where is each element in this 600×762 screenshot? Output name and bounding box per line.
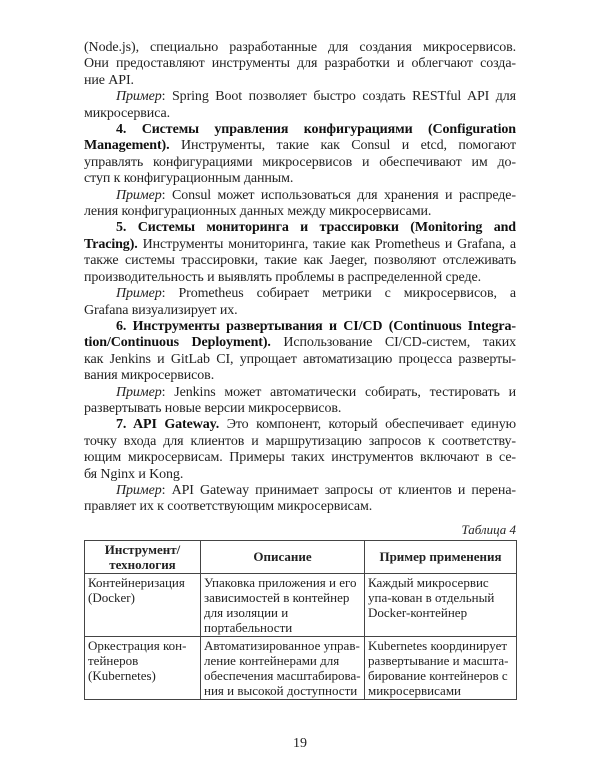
text-run: ступ к конфигурационным данным. <box>84 171 294 187</box>
text-line <box>84 450 516 466</box>
text-run: как Jenkins и GitLab CI, упрощает автоматизацию процесса разверты- <box>84 351 516 367</box>
cell-example: Каждый микросервис упа-кован в отдельный Docker-контейнер <box>365 573 517 636</box>
text-line <box>84 352 516 368</box>
text-run: : Prometheus собирает метрики с микросервисов, а <box>161 286 516 302</box>
text-line <box>84 220 516 236</box>
text-line <box>84 106 516 122</box>
text-run: развертывать новые версии микросервисов. <box>84 400 342 416</box>
italic-label: Пример <box>116 384 162 400</box>
text-run: ние API. <box>84 72 134 88</box>
italic-label: Пример <box>116 89 162 105</box>
text-run: : Spring Boot позволяет быстро создать RESTful API для <box>161 89 516 105</box>
bold-heading: 5. Системы мониторинга и трассировки (Monitoring and <box>116 220 516 236</box>
italic-label: Пример <box>116 286 162 302</box>
header-tool: Инструмент/ технология <box>85 540 201 573</box>
table-row <box>85 573 517 636</box>
text-line <box>84 155 516 171</box>
text-line <box>84 122 516 138</box>
page <box>84 0 516 762</box>
text-line <box>84 499 516 515</box>
text-line <box>84 171 516 187</box>
text-line <box>84 434 516 450</box>
text-run: управлять конфигурациями микросервисов и обеспечивают им до- <box>84 154 516 170</box>
text-line <box>84 319 516 335</box>
text-line <box>84 368 516 384</box>
text-line <box>84 138 516 154</box>
cell-description: Автоматизированное управ-ление контейнерами для обеспечения масштабирова-ния и высокой доступности <box>201 636 365 699</box>
cell-example: Kubernetes координирует развертывание и масшта-бирование контейнеров с микросервисами <box>365 636 517 699</box>
tools-table <box>84 540 517 700</box>
text-run: также системы трассировки, такие как Jaeger, позволяют отслеживать <box>84 253 516 269</box>
text-run: точку входа для клиентов и маршрутизацию запросов к соответству- <box>84 433 516 449</box>
text-run: : API Gateway принимает запросы от клиентов и перена- <box>161 482 516 498</box>
bold-heading: Tracing). <box>84 236 138 252</box>
body-text <box>84 40 516 516</box>
text-line <box>84 40 516 56</box>
header-example: Пример применения <box>365 540 517 573</box>
text-run: Инструменты мониторинга, такие как Prometheus и Grafana, а <box>137 236 516 252</box>
cell-tool: Оркестрация кон-тейнеров (Kubernetes) <box>85 636 201 699</box>
text-line <box>84 188 516 204</box>
cell-description: Упаковка приложения и его зависимостей в контейнер для изоляции и портабельности <box>201 573 365 636</box>
text-run: ющим микросервисам. Примеры таких инструментов включают в се- <box>84 450 516 466</box>
text-run: Инструменты, такие как Consul и etcd, помогают <box>169 138 516 154</box>
text-line <box>84 56 516 72</box>
text-line <box>84 303 516 319</box>
text-line <box>84 237 516 253</box>
text-run: Grafana визуализирует их. <box>84 302 238 318</box>
table-header-row <box>85 540 517 573</box>
text-line <box>84 73 516 89</box>
text-run: микросервиса. <box>84 105 171 121</box>
text-run: : Jenkins может автоматически собирать, тестировать и <box>161 384 516 400</box>
text-run: правляет их к соответствующим микросервисам. <box>84 499 373 515</box>
text-line <box>84 385 516 401</box>
text-run: ления конфигурационных данных между микросервисами. <box>84 204 432 220</box>
bold-heading: tion/Continuous Deployment). <box>84 335 271 351</box>
text-line <box>84 467 516 483</box>
text-run: бя Nginx и Kong. <box>84 466 184 482</box>
table-row <box>85 636 517 699</box>
text-run: производительность и выявлять проблемы в распределенной среде. <box>84 269 481 285</box>
text-line <box>84 417 516 433</box>
cell-tool: Контейнеризация (Docker) <box>85 573 201 636</box>
text-run: Это компонент, который обеспечивает единую <box>219 417 516 433</box>
text-line <box>84 253 516 269</box>
text-run: (Node.js), специально разработанные для создания микросервисов. <box>84 40 516 55</box>
text-line <box>84 335 516 351</box>
page-number: 19 <box>293 735 307 751</box>
text-line <box>84 204 516 220</box>
text-line <box>84 89 516 105</box>
bold-heading: 6. Инструменты развертывания и CI/CD (Continuous Integra- <box>116 318 516 334</box>
bold-heading: 4. Системы управления конфигурациями (Configuration <box>116 122 516 138</box>
text-run: Использование CI/CD-систем, таких <box>270 335 516 351</box>
italic-label: Пример <box>116 482 162 498</box>
text-run: Они предоставляют инструменты для разработки и облегчают созда- <box>84 56 516 72</box>
text-line <box>84 483 516 499</box>
table-caption: Таблица 4 <box>461 521 516 537</box>
bold-heading: 7. API Gateway. <box>116 417 220 433</box>
bold-heading: Management). <box>84 138 170 154</box>
text-line <box>84 401 516 417</box>
header-description: Описание <box>201 540 365 573</box>
text-run: : Consul может использоваться для хранения и распреде- <box>161 187 516 203</box>
italic-label: Пример <box>116 187 162 203</box>
text-run: вания микросервисов. <box>84 368 215 384</box>
text-line <box>84 286 516 302</box>
text-line <box>84 270 516 286</box>
